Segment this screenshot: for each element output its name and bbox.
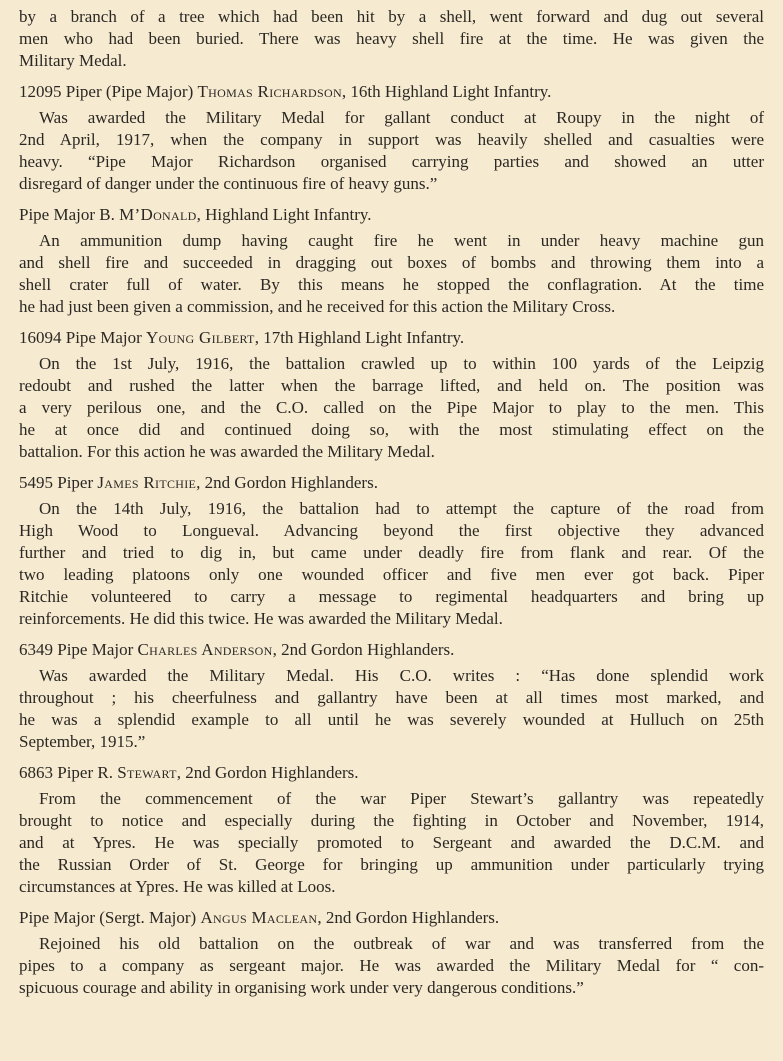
entry bbox=[19, 327, 764, 463]
text-line: throughout ; his cheerfulness and gallantry have been at all times most marked, and bbox=[19, 688, 764, 707]
soldier-name: M’Donald bbox=[119, 205, 197, 224]
soldier-name: Angus Maclean bbox=[200, 908, 318, 927]
text-line: 2nd April, 1917, when the company in support was heavily shelled and casualties were bbox=[19, 130, 764, 149]
entry bbox=[19, 472, 764, 630]
entry-body bbox=[19, 933, 764, 999]
heading-prefix: 6349 Pipe Major bbox=[19, 640, 138, 659]
heading-regiment: , 2nd Gordon Highlanders. bbox=[317, 908, 500, 927]
entry-heading bbox=[19, 204, 764, 226]
entries-list bbox=[19, 81, 764, 999]
text-line: Ritchie volunteered to carry a message to regimental headquarters and bring up bbox=[19, 587, 764, 606]
text-line: two leading platoons only one wounded officer and five men ever got back. Piper bbox=[19, 565, 764, 584]
entry-body bbox=[19, 665, 764, 753]
text-line: On the 14th July, 1916, the battalion had to attempt the capture of the road from bbox=[39, 499, 764, 518]
text-line: Was awarded the Military Medal for gallant conduct at Roupy in the night of bbox=[39, 108, 764, 127]
text-line: shell crater full of water. By this means he stopped the conflagration. At the time bbox=[19, 275, 764, 294]
text-line: by a branch of a tree which had been hit by a shell, went forward and dug out several bbox=[19, 7, 764, 26]
entry bbox=[19, 204, 764, 318]
heading-prefix: 6863 Piper R. bbox=[19, 763, 118, 782]
text-line: circumstances at Ypres. He was killed at Loos. bbox=[19, 877, 336, 896]
heading-regiment: , 17th Highland Light Infantry. bbox=[254, 328, 465, 347]
entry-body bbox=[19, 788, 764, 898]
entry-body bbox=[19, 498, 764, 630]
soldier-name: James Ritchie bbox=[97, 473, 197, 492]
entry bbox=[19, 81, 764, 195]
heading-regiment: , 2nd Gordon Highlanders. bbox=[176, 763, 359, 782]
entry-body bbox=[19, 230, 764, 318]
text-line: battalion. For this action he was awarded the Military Medal. bbox=[19, 442, 435, 461]
entry bbox=[19, 762, 764, 898]
entry bbox=[19, 907, 764, 999]
entry-body bbox=[19, 107, 764, 195]
text-line: spicuous courage and ability in organising work under very dangerous conditions.” bbox=[19, 978, 584, 997]
text-line: An ammunition dump having caught fire he went in under heavy machine gun bbox=[39, 231, 764, 250]
entry-heading bbox=[19, 472, 764, 494]
heading-prefix: 16094 Pipe Major bbox=[19, 328, 147, 347]
text-line: heavy. “Pipe Major Richardson organised carrying parties and showed an utter bbox=[19, 152, 764, 171]
entry-heading bbox=[19, 762, 764, 784]
heading-regiment: , 2nd Gordon Highlanders. bbox=[272, 640, 455, 659]
text-line: men who had been buried. There was heavy shell fire at the time. He was given the bbox=[19, 29, 764, 48]
text-line: pipes to a company as sergeant major. He was awarded the Military Medal for “ con- bbox=[19, 956, 764, 975]
heading-regiment: , 2nd Gordon Highlanders. bbox=[196, 473, 378, 492]
soldier-name: Charles Anderson bbox=[137, 640, 273, 659]
entry bbox=[19, 639, 764, 753]
text-line: the Russian Order of St. George for bringing up ammunition under particularly trying bbox=[19, 855, 764, 874]
text-line: On the 1st July, 1916, the battalion crawled up to within 100 yards of the Leipzig bbox=[39, 354, 764, 373]
entry-heading bbox=[19, 81, 764, 103]
text-line: and shell fire and succeeded in dragging out boxes of bombs and throwing them into a bbox=[19, 253, 764, 272]
soldier-name: Young Gilbert bbox=[146, 328, 255, 347]
text-line: From the commencement of the war Piper Stewart’s gallantry was repeatedly bbox=[39, 789, 764, 808]
text-line: Rejoined his old battalion on the outbreak of war and was transferred from the bbox=[39, 934, 764, 953]
heading-prefix: 12095 Piper (Pipe Major) bbox=[19, 82, 198, 101]
heading-prefix: Pipe Major (Sergt. Major) bbox=[19, 908, 201, 927]
entry-heading bbox=[19, 639, 764, 661]
text-line: redoubt and rushed the latter when the barrage lifted, and held on. The position was bbox=[19, 376, 764, 395]
heading-prefix: 5495 Piper bbox=[19, 473, 98, 492]
text-line: a very perilous one, and the C.O. called on the Pipe Major to play to the men. This bbox=[19, 398, 764, 417]
text-line: High Wood to Longueval. Advancing beyond the first objective they advanced bbox=[19, 521, 764, 540]
text-line: Was awarded the Military Medal. His C.O. writes : “Has done splendid work bbox=[39, 666, 764, 685]
intro-paragraph bbox=[19, 6, 764, 72]
heading-prefix: Pipe Major B. bbox=[19, 205, 120, 224]
heading-regiment: , 16th Highland Light Infantry. bbox=[341, 82, 552, 101]
entry-body bbox=[19, 353, 764, 463]
text-line: and at Ypres. He was specially promoted to Sergeant and awarded the D.C.M. and bbox=[19, 833, 764, 852]
text-line: he had just been given a commission, and he received for this action the Military Cross. bbox=[19, 297, 616, 316]
entry-heading bbox=[19, 907, 764, 929]
text-line: further and tried to dig in, but came under deadly fire from flank and rear. Of the bbox=[19, 543, 764, 562]
text-line: reinforcements. He did this twice. He was awarded the Military Medal. bbox=[19, 609, 503, 628]
soldier-name: Stewart bbox=[117, 763, 177, 782]
text-line: he at once did and continued doing so, with the most stimulating effect on the bbox=[19, 420, 764, 439]
entry-heading bbox=[19, 327, 764, 349]
text-line: brought to notice and especially during the fighting in October and November, 1914, bbox=[19, 811, 764, 830]
text-line: he was a splendid example to all until he was severely wounded at Hulluch on 25th bbox=[19, 710, 764, 729]
text-line: September, 1915.” bbox=[19, 732, 146, 751]
text-line: disregard of danger under the continuous fire of heavy guns.” bbox=[19, 174, 438, 193]
heading-regiment: , Highland Light Infantry. bbox=[196, 205, 372, 224]
text-line: Military Medal. bbox=[19, 51, 127, 70]
soldier-name: Thomas Richardson bbox=[197, 82, 342, 101]
